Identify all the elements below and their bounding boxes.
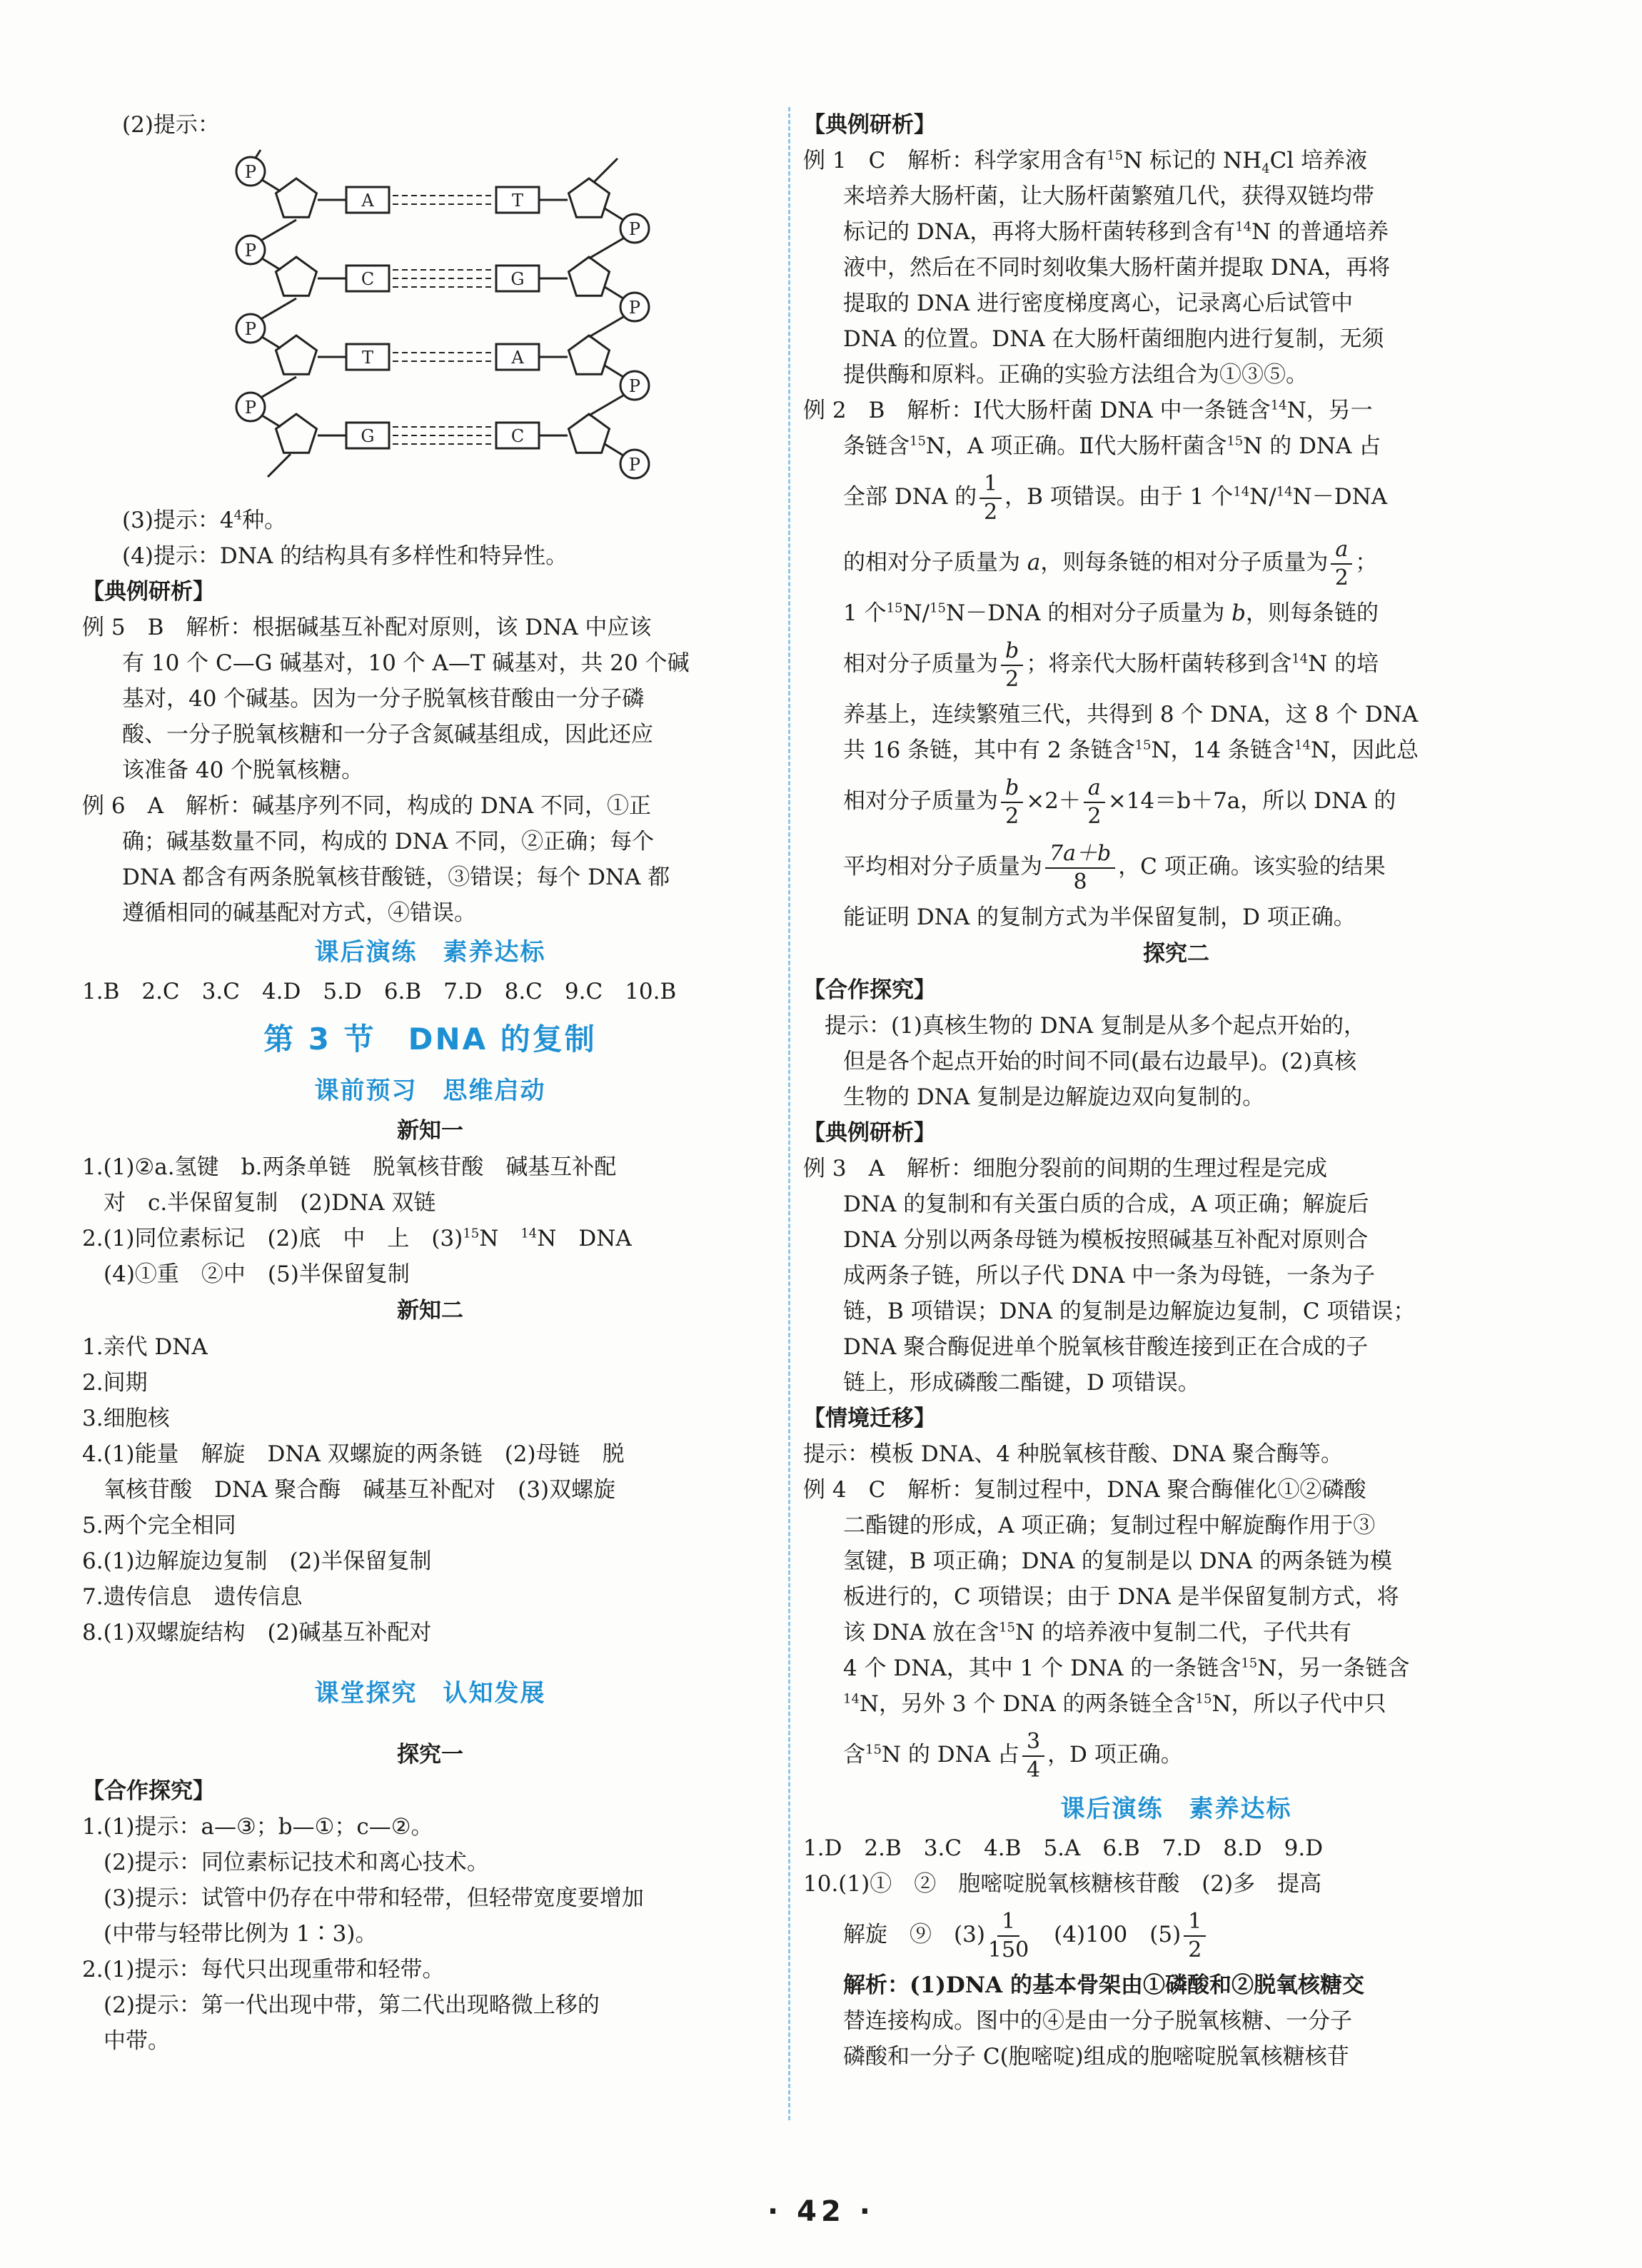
bond bbox=[589, 395, 623, 415]
deoxyribose-right bbox=[569, 414, 610, 453]
phosphate-label: P bbox=[628, 376, 641, 396]
example-1: 例 1 C 解析：科学家用含有$^{15}$N 标记的 $NH_4Cl$ 培养液 来培养大肠杆菌，让大肠杆菌繁殖几代，获得双链均带 标记的 DNA，再将大肠杆菌转移到含有$^{14}$N 的普通培养 液中，然后在不同时刻收集大肠杆菌并提取 DNA，再将 提取的 DNA 进行密度梯度离心，记录离心后试管中 DNA 的位置。DNA 在大肠杆菌细胞内进行复制，无须 提供酶和原料。正确的实验方法组合为①③⑤。 bbox=[803, 148, 1391, 388]
base-right-label: G bbox=[510, 269, 525, 289]
bond bbox=[262, 298, 296, 318]
typical-header-right: 【典例研析】 bbox=[803, 112, 936, 138]
section-title: 第 3 节 DNA 的复制 bbox=[263, 1022, 597, 1057]
transfer-hint: 提示：模板 DNA、4 种脱氧核苷酸、DNA 聚合酶等。 bbox=[803, 1441, 1344, 1467]
after-class-title-right: 课后演练 素养达标 bbox=[1060, 1795, 1292, 1823]
preview-title: 课前预习 思维启动 bbox=[314, 1077, 546, 1105]
example-3: 例 3 A 解析：细胞分裂前的间期的生理过程是完成 DNA 的复制和有关蛋白质的合成，A 项正确；解旋后 DNA 分别以两条母链为模板按照碱基互补配对原则合 成两条子链，所以子代 DNA 中一条为母链，一条为子 链，B 项错误；DNA 的复制是边解旋边复制，C 项错误； DNA 聚合酶促进单个脱氧核苷酸连接到正在合成的子 链上，形成磷酸二酯键，D 项错误。 bbox=[803, 1156, 1416, 1396]
phosphate-label: P bbox=[628, 455, 641, 475]
answers-2: 10.(1)① ② 胞嘧啶脱氧核糖核苷酸 (2)多 提高 bbox=[803, 1871, 1322, 1897]
hint-4: (4)提示：DNA 的结构具有多样性和特异性。 bbox=[122, 543, 568, 569]
example-5: 例 5 B 解析：根据碱基互补配对原则，该 DNA 中应该 有 10 个 C—G 碱基对，10 个 A—T 碱基对，共 20 个碱 基对，40 个碱基。因为一分子脱氧核苷酸由一分子磷 酸、一分子脱氧核糖和一分子含氮碱基组成，因此还应 该准备 40 个脱氧核糖。 bbox=[82, 615, 690, 783]
hint-2: (2)提示： bbox=[122, 112, 220, 138]
new-knowledge-2-list: 1.亲代 DNA 2.间期 3.细胞核 4.(1)能量 解旋 DNA 双螺旋的两条链 (2)母链 脱 氧核苷酸 DNA 聚合酶 碱基互补配对 (3)双螺旋 5.两个完全相同 6.(1)边解旋边复制 (2)半保留复制 7.遗传信息 遗传信息 8.(1)双螺旋结构 (2)碱基互补配对 bbox=[82, 1334, 625, 1645]
coop-list-right: 提示：(1)真核生物的 DNA 复制是从多个起点开始的， 但是各个起点开始的时间不同(最右边最早)。(2)真核 生物的 DNA 复制是边解旋边双向复制的。 bbox=[825, 1013, 1366, 1110]
bond bbox=[262, 180, 281, 191]
example-6: 例 6 A 解析：碱基序列不同，构成的 DNA 不同，①正 确；碱基数量不同，构成的 DNA 不同，②正确；每个 DNA 都含有两条脱氧核苷酸链，③错误；每个 DNA 都 遵循相同的碱基配对方式，④错误。 bbox=[82, 793, 670, 926]
coop-header-left: 【合作探究】 bbox=[82, 1778, 215, 1804]
deoxyribose-left bbox=[276, 257, 317, 296]
bond bbox=[262, 415, 281, 427]
phosphate-label: P bbox=[628, 219, 641, 239]
base-left-label: A bbox=[361, 191, 374, 211]
hint-3: (3)提示：$4^4$种。 bbox=[122, 508, 287, 533]
base-left-label: C bbox=[361, 269, 375, 289]
bond bbox=[605, 444, 623, 455]
phosphate-label: P bbox=[244, 241, 257, 261]
answers-1: 1.D 2.B 3.C 4.B 5.A 6.B 7.D 8.D 9.D bbox=[803, 1835, 1324, 1861]
explore-1: 探究一 bbox=[397, 1742, 463, 1768]
transfer-header: 【情境迁移】 bbox=[803, 1406, 936, 1431]
phosphate-label: P bbox=[244, 398, 257, 418]
base-right-label: A bbox=[511, 348, 524, 368]
after-class-title-left: 课后演练 素养达标 bbox=[314, 938, 546, 967]
left-column: (2)提示： P A T P P C G P P T A P P G C P (3)提示：$4^4$种。 (4)提示：DNA 的结构具有多样性和特异性。 【典例研析】 例 5 B 解析：根据碱基互补配对原则，该 DNA 中应该 有 10 个 C—G 碱基对，10 个 A—T 碱基对，共 20 个碱 基对，40 个碱基。因为一分子脱氧核苷酸由一分子磷 酸、一分子脱氧核糖和一分子含氮碱基组成，因此还应 该准备 40 个脱氧核糖。 例 6 A 解析：碱基序列不同，构成的 DNA 不同，①正 确；碱基数量不同，构成的 DNA 不同，②正确；每个 DNA 都含有两条脱氧核苷酸链，③错误；每个 DNA 都 遵循相同的碱基配对方式，④错误。 课后演练 素养达标 1.B 2.C 3.C 4.D 5.D 6.B 7.D 8.C 9.C 10.B 第 3 节 DNA 的复制 课前预习 思维启动 新知一 1.(1)②a.氢键 b.两条单链 脱氧核苷酸 碱基互补配 对 c.半保留复制 (2)DNA 双链 2.(1)同位素标记 (2)底 中 上 $(3)^{15}N$ $^{14}$N DNA (4)①重 ②中 (5)半保留复制 新知二 1.亲代 DNA 2.间期 3.细胞核 4.(1)能量 解旋 DNA 双螺旋的两条链 (2)母链 脱 氧核苷酸 DNA 聚合酶 碱基互补配对 (3)双螺旋 5.两个完全相同 6.(1)边解旋边复制 (2)半保留复制 7.遗传信息 遗传信息 8.(1)双螺旋结构 (2)碱基互补配对 课堂探究 认知发展 探究一 【合作探究】 1.(1)提示：a—③；b—①；c—②。 (2)提示：同位素标记技术和离心技术。 (3)提示：试管中仍存在中带和轻带，但轻带宽度要增加 (中带与轻带比例为 1∶3)。 2.(1)提示：每代只出现重带和轻带。 (2)提示：第一代出现中带，第二代出现略微上移的 中带。 bbox=[82, 107, 778, 2059]
after-class-answers-left: 1.B 2.C 3.C 4.D 5.D 6.B 7.D 8.C 9.C 10.B bbox=[82, 979, 677, 1004]
base-right-label: T bbox=[511, 191, 524, 211]
deoxyribose-right bbox=[569, 257, 610, 296]
deoxyribose-left bbox=[276, 336, 317, 374]
phosphate-label: P bbox=[244, 162, 257, 182]
bond bbox=[262, 220, 296, 240]
strand-end bbox=[268, 454, 291, 477]
deoxyribose-left bbox=[276, 178, 317, 217]
bond bbox=[262, 258, 281, 270]
bond bbox=[589, 317, 623, 337]
deoxyribose-left bbox=[276, 414, 317, 453]
new-knowledge-1: 新知一 bbox=[397, 1118, 463, 1144]
phosphate-label: P bbox=[244, 319, 257, 339]
base-left-label: T bbox=[361, 348, 374, 368]
typical-header-left: 【典例研析】 bbox=[82, 579, 215, 605]
strand-end bbox=[595, 158, 618, 181]
page-number: · 42 · bbox=[767, 2195, 875, 2228]
analysis-q10: 解析：(1)DNA 的基本骨架由①磷酸和②脱氧核糖交 替连接构成。图中的④是由一分子脱氧核糖、一分子 磷酸和一分子 C(胞嘧啶)组成的胞嘧啶脱氧核糖核苷 bbox=[843, 1972, 1364, 2070]
base-left-label: G bbox=[361, 426, 375, 446]
phosphate-label: P bbox=[628, 298, 641, 318]
explore-2: 探究二 bbox=[1143, 941, 1209, 967]
bond bbox=[605, 287, 623, 298]
deoxyribose-right bbox=[569, 336, 610, 374]
bond bbox=[589, 238, 623, 258]
dna-structure-diagram bbox=[246, 150, 646, 493]
example-4: 例 4 C 解析：复制过程中，DNA 聚合酶催化①②磷酸 二酯键的形成，A 项正确；复制过程中解旋酶作用于③ 氢键，B 项正确；DNA 的复制是以 DNA 的两条链为模 板进行的，C 项错误；由于 DNA 是半保留复制方式，将 该 DNA 放在含$^{15}$N 的培养液中复制二代，子代共有 4 个 DNA，其中 1 个 DNA 的一条链含$^{15}$N，另一条链含 $^{14}$N，另外 3 个 DNA 的两条链全含$^{15}$N，所以子代中只 含$^{15}$N 的 DNA 占 $\frac{3}{4}$ ，D 项正确。 bbox=[803, 1477, 1410, 1783]
bond bbox=[605, 366, 623, 377]
coop-header-right: 【合作探究】 bbox=[803, 977, 936, 1003]
coop-list-left: 1.(1)提示：a—③；b—①；c—②。 (2)提示：同位素标记技术和离心技术。 (3)提示：试管中仍存在中带和轻带，但轻带宽度要增加 (中带与轻带比例为 1∶3)。 2.(1)提示：每代只出现重带和轻带。 (2)提示：第一代出现中带，第二代出现略微上移的 中带。 bbox=[82, 1814, 644, 2054]
example-2: 例 2 B 解析：Ⅰ代大肠杆菌 DNA 中一条链含$^{14}$N，另一 条链含$^{15}$N，A 项正确。Ⅱ代大肠杆菌含$^{15}$N 的 DNA 占 全部 DNA 的 $\frac{1}{2}$ ，B 项错误。由于 1 个$^{14}$N/$^{14}$N－DNA 的相对分子质量为 a，则每条链的相对分子质量为 $\frac{a}{2}$ ； 1 个$^{15}$N/$^{15}$N－DNA 的相对分子质量为 b，则每条链的 相对分子质量为 $\frac{b}{2}$ ；将亲代大肠杆菌转移到含$^{14}$N 的培 养基上，连续繁殖三代，共得到 8 个 DNA，这 8 个 DNA 共 16 条链，其中有 2 条链含$^{15}$N，14 条链含$^{14}$N，因此总 相对分子质量为 $\frac{b}{2}$ ×2＋ $\frac{a}{2}$ ×14＝b＋7a，所以 DNA 的 平均相对分子质量为 $\frac{7a+b}{8}$ ，C 项正确。该实验的结果 能证明 DNA 的复制方式为半保留复制，D 项正确。 bbox=[803, 398, 1419, 930]
base-right-label: C bbox=[510, 426, 525, 446]
bond bbox=[262, 337, 281, 348]
new-knowledge-2: 新知二 bbox=[397, 1298, 463, 1324]
nk1-line-2: 2.(1)同位素标记 (2)底 中 上 $(3)^{15}N$ $^{14}$N DNA bbox=[82, 1226, 632, 1251]
deoxyribose-right bbox=[569, 178, 610, 217]
column-divider bbox=[788, 107, 790, 2120]
bond bbox=[262, 377, 296, 397]
answers-3: 解旋 ⑨ (3) $\frac{1}{150}$ (4)100 (5) $\frac{1}{2}$ bbox=[803, 1902, 1549, 1967]
classroom-title: 课堂探究 认知发展 bbox=[314, 1679, 546, 1708]
right-column bbox=[803, 107, 1549, 2075]
bond bbox=[605, 208, 623, 220]
typical-header-right-2: 【典例研析】 bbox=[803, 1120, 936, 1146]
